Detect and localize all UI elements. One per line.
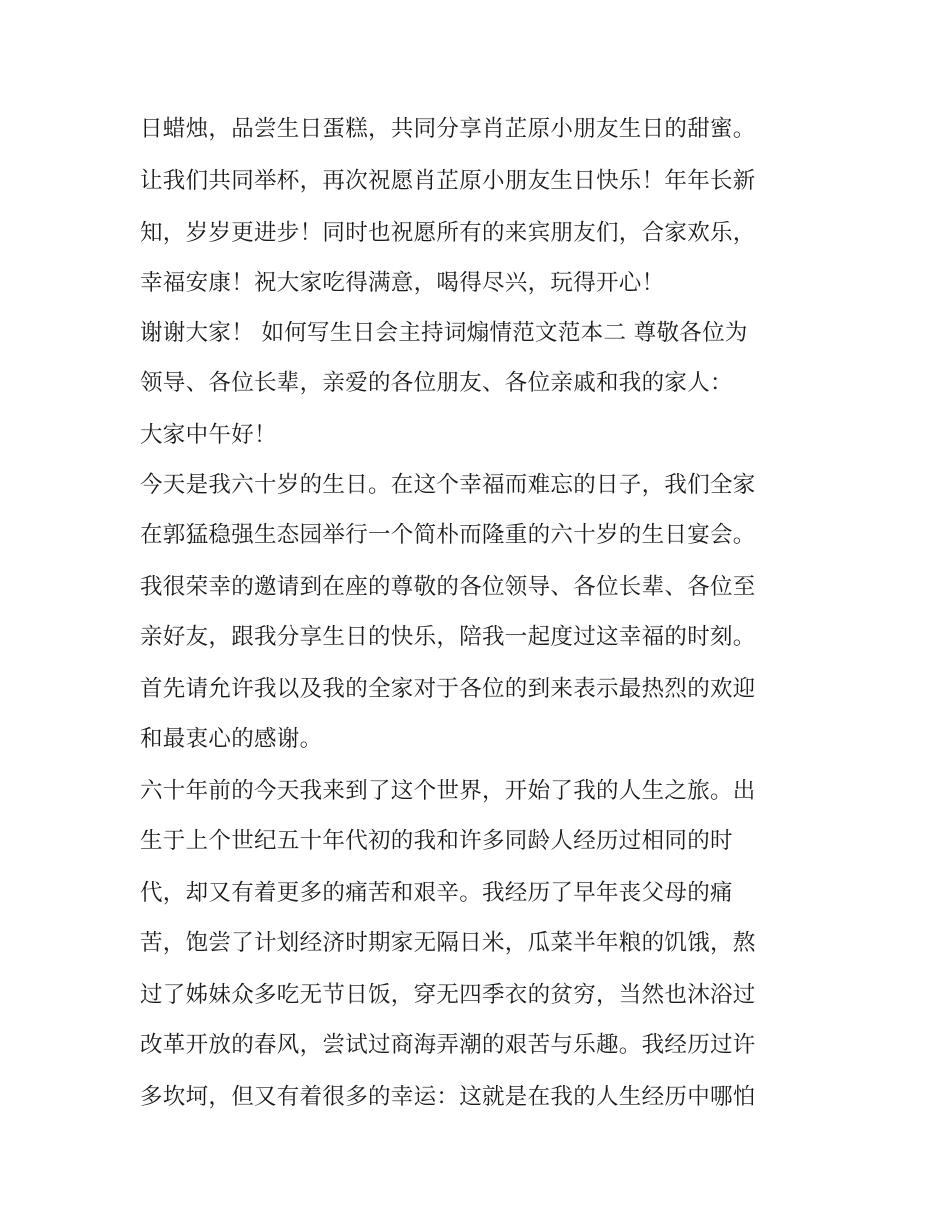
- text-line: 让我们共同举杯，再次祝愿肖芷原小朋友生日快乐！年年长新: [140, 168, 756, 194]
- text-line: 代，却又有着更多的痛苦和艰辛。我经历了早年丧父母的痛: [140, 880, 733, 906]
- text-line: 多坎坷，但又有着很多的幸运：这就是在我的人生经历中哪怕: [140, 1084, 756, 1110]
- text-line: 亲好友，跟我分享生日的快乐，陪我一起度过这幸福的时刻。: [140, 624, 756, 650]
- text-line: 今天是我六十岁的生日。在这个幸福而难忘的日子，我们全家: [140, 472, 756, 498]
- text-line: 改革开放的春风，尝试过商海弄潮的艰苦与乐趣。我经历过许: [140, 1032, 756, 1058]
- text-line: 和最衷心的感谢。: [140, 726, 323, 752]
- text-line: 幸福安康！祝大家吃得满意，喝得尽兴，玩得开心！: [140, 270, 665, 296]
- text-line: 领导、各位长辈，亲爱的各位朋友、各位亲戚和我的家人：: [140, 370, 733, 396]
- text-line: 谢谢大家！ 如何写生日会主持词煽情范文范本二 尊敬各位为: [140, 320, 748, 346]
- text-line: 日蜡烛，品尝生日蛋糕，共同分享肖芷原小朋友生日的甜蜜。: [140, 116, 756, 142]
- text-line: 知，岁岁更进步！同时也祝愿所有的来宾朋友们，合家欢乐，: [140, 220, 756, 246]
- text-line: 大家中午好！: [140, 422, 277, 448]
- text-line: 我很荣幸的邀请到在座的尊敬的各位领导、各位长辈、各位至: [140, 574, 756, 600]
- text-line: 生于上个世纪五十年代初的我和许多同龄人经历过相同的时: [140, 828, 733, 854]
- text-line: 过了姊妹众多吃无节日饭，穿无四季衣的贫穷，当然也沐浴过: [140, 982, 756, 1008]
- text-line: 首先请允许我以及我的全家对于各位的到来表示最热烈的欢迎: [140, 676, 756, 702]
- text-line: 在郭猛稳强生态园举行一个简朴而隆重的六十岁的生日宴会。: [140, 522, 756, 548]
- text-line: 六十年前的今天我来到了这个世界，开始了我的人生之旅。出: [140, 778, 756, 804]
- text-line: 苦，饱尝了计划经济时期家无隔日米，瓜菜半年粮的饥饿，熬: [140, 930, 756, 956]
